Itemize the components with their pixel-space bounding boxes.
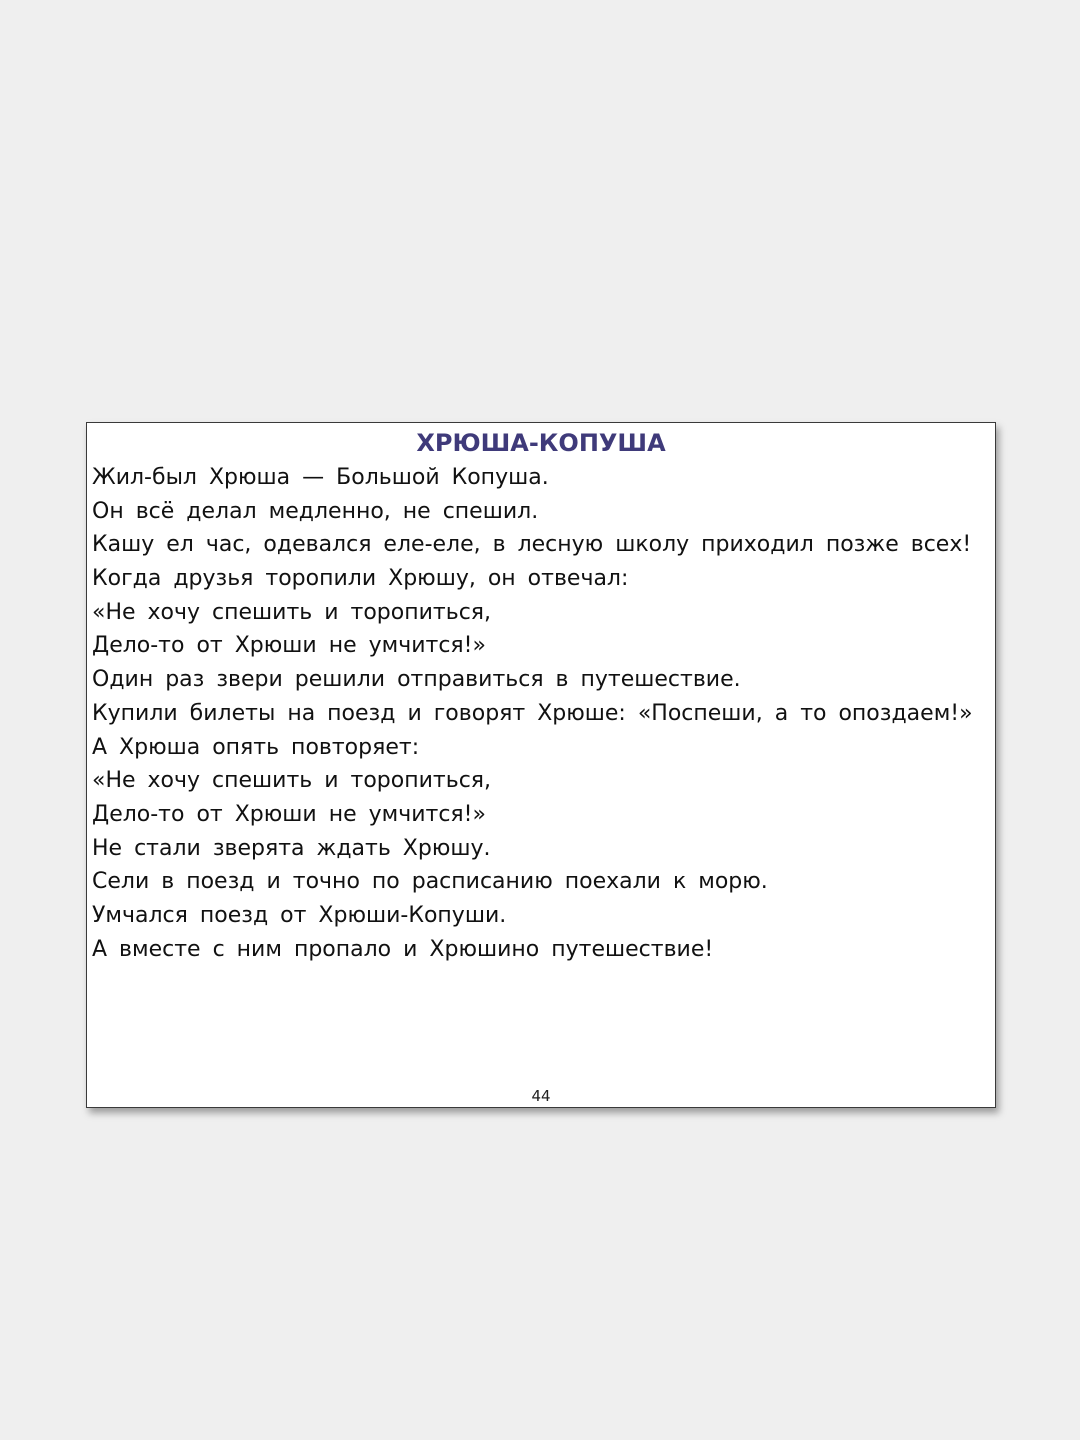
text-line: Один раз звери решили отправиться в путешествие. [92,667,741,693]
text-line: «Не хочу спешить и торопиться, [92,599,492,625]
story-title: ХРЮША-КОПУША [416,429,666,457]
page-number: 44 [531,1087,551,1105]
book-page [86,422,996,1108]
text-line: Кашу ел час, одевался еле-еле, в лесную школу приходил позже всех! [92,532,972,558]
text-line: Не стали зверята ждать Хрюшу. [92,835,491,861]
text-line: Купили билеты на поезд и говорят Хрюше: «Поспеши, а то опоздаем!» [92,700,973,726]
text-line: «Не хочу спешить и торопиться, [92,768,492,794]
text-line: Когда друзья торопили Хрюшу, он отвечал: [92,566,629,592]
text-line: А вместе с ним пропало и Хрюшино путешествие! [92,936,714,962]
text-line: Дело-то от Хрюши не умчится!» [92,801,486,827]
text-line: А Хрюша опять повторяет: [92,734,420,760]
text-line: Дело-то от Хрюши не умчится!» [92,633,486,659]
text-line: Он всё делал медленно, не спешил. [92,498,539,524]
text-line: Жил-был Хрюша — Большой Копуша. [92,465,549,490]
story-text [92,461,973,966]
text-line: Умчался поезд от Хрюши-Копуши. [92,902,507,928]
text-line: Сели в поезд и точно по расписанию поехали к морю. [92,869,768,895]
